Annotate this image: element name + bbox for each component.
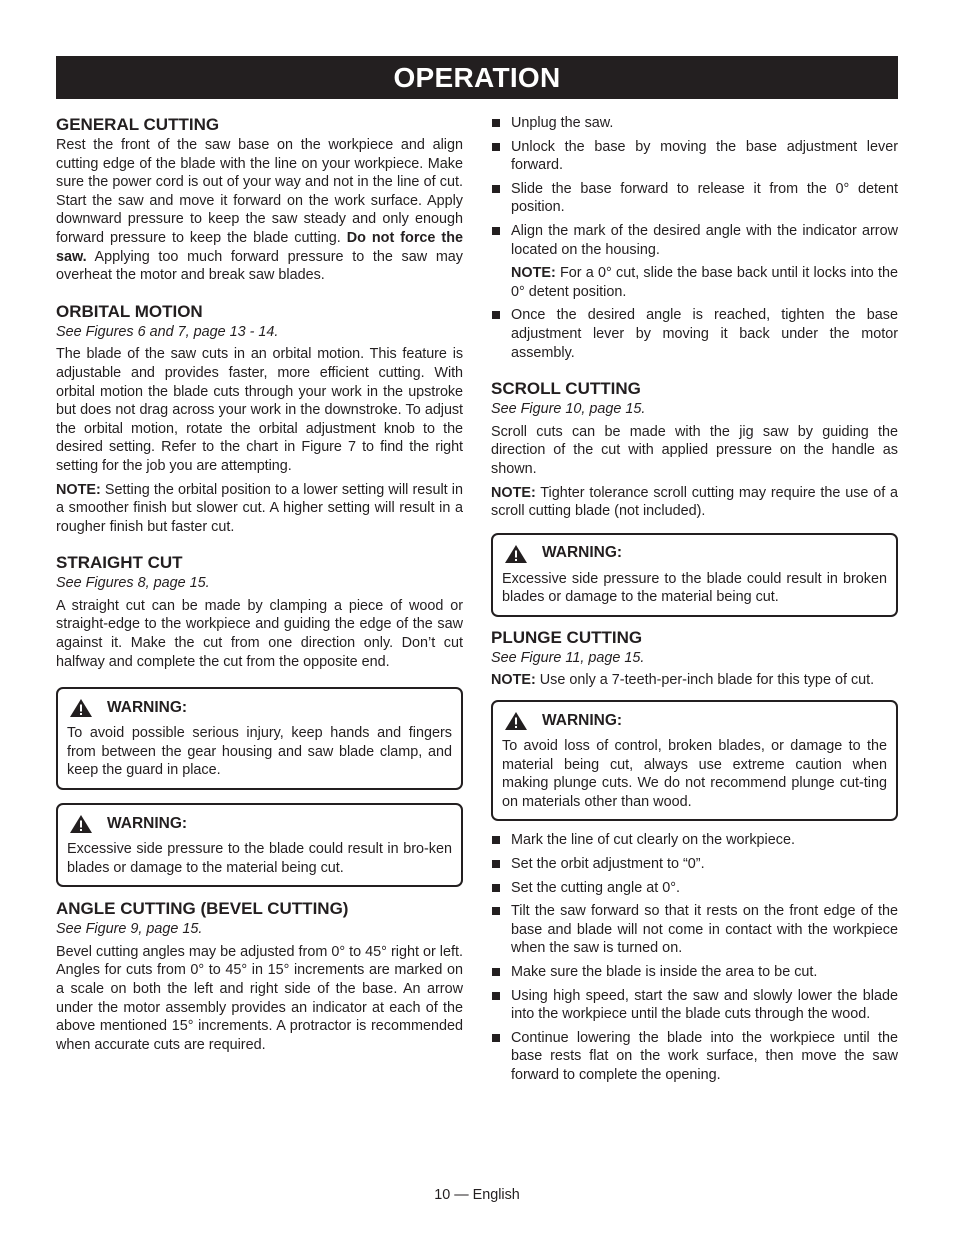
warning-text: Excessive side pressure to the blade could result in bro-ken blades or damage to the material being cut. [67,841,452,876]
scroll-cutting-ref: See Figure 10, page 15. [491,401,646,418]
warning-box-side-pressure [56,803,463,887]
straight-cut-body: A straight cut can be made by clamping a piece of wood or straight-edge to the workpiece and guiding the edge of the saw against it. Make the cut from one direction only. Don’t cut halfway and complete the cut from the opposite end. [56,597,463,670]
general-cutting-section [56,114,463,285]
detent-note: NOTE: For a 0° cut, slide the base back until it locks into the 0° detent position. [511,265,898,300]
list-item: Continue lowering the blade into the workpiece until the base rests flat on the work surface, then move the saw forward to complete the opening. [491,1029,898,1085]
scroll-cutting-section [491,378,898,521]
page-title: OPERATION [56,56,898,99]
orbital-motion-ref: See Figures 6 and 7, page 13 - 14. [56,323,279,340]
angle-cutting-section [56,898,463,1054]
bullet-square-icon [492,907,500,915]
warning-label: WARNING: [542,711,623,729]
warning-label: WARNING: [107,814,188,832]
straight-cut-ref: See Figures 8, page 15. [56,575,210,592]
angle-cutting-heading: ANGLE CUTTING (BEVEL CUTTING) [56,899,349,919]
left-column [56,114,463,1070]
warning-header [69,698,452,718]
warning-box-plunge [491,700,898,821]
plunge-cutting-heading: PLUNGE CUTTING [491,627,643,647]
angle-cutting-ref: See Figure 9, page 15. [56,921,203,938]
warning-label: WARNING: [542,544,623,562]
list-item: Set the orbit adjustment to “0”. [491,855,898,874]
bullet-square-icon [492,836,500,844]
warning-triangle-icon [69,698,93,718]
orbital-motion-heading: ORBITAL MOTION [56,301,203,321]
warning-header [504,711,887,731]
plunge-cutting-section [491,627,898,690]
list-item: Once the desired angle is reached, tighten the base adjustment lever by moving it back under the motor assembly. [491,306,898,362]
list-item: Slide the base forward to release it from the 0° detent position. [491,180,898,217]
warning-box-side-pressure-right [491,533,898,617]
warning-triangle-icon [504,544,528,564]
warning-label: WARNING: [107,698,188,716]
page-footer: 10 — English [434,1187,520,1203]
list-item: Tilt the saw forward so that it rests on the front edge of the base and blade will not come in contact with the workpiece when the saw is turned on. [491,902,898,958]
bullet-square-icon [492,884,500,892]
bullet-square-icon [492,185,500,193]
plunge-cutting-ref: See Figure 11, page 15. [491,649,645,666]
bullet-square-icon [492,311,500,319]
angle-cutting-body: Bevel cutting angles may be adjusted from 0° to 45° right or left. Angles for cuts from 0° to 45° in 15° increments are marked on a scale on both the left and right side of the base. An arrow under the motor assembly provides an indicator at each of the above mentioned 15° increments. A protractor is recommended when accurate cuts are required. [56,943,463,1053]
warning-header [69,814,452,834]
scroll-cutting-heading: SCROLL CUTTING [491,379,641,399]
warning-text: To avoid loss of control, broken blades, or damage to the material being cut, always use extreme caution when making plunge cuts. We do not recommend plunge cut-ting on materials other than wood. [502,738,887,810]
list-item: Set the cutting angle at 0°. [491,879,898,898]
general-cutting-heading: GENERAL CUTTING [56,115,220,134]
orbital-motion-section [56,301,463,537]
warning-box-injury [56,687,463,790]
orbital-motion-body: The blade of the saw cuts in an orbital motion. This feature is adjustable and provides faster, more efficient cutting. With orbital motion the blade cuts through your work in the upstroke but does not drag across your work in the downstroke. To adjust the orbital motion, rotate the orbital adjustment knob to the desired setting. Refer to the chart in Figure 7 to find the right setting for the job you are attempting. [56,346,463,474]
list-item: Mark the line of cut clearly on the workpiece. [491,831,898,850]
bullet-square-icon [492,227,500,235]
bullet-square-icon [492,992,500,1000]
warning-header [504,544,887,564]
warning-text: Excessive side pressure to the blade could result in broken blades or damage to the material being cut. [502,570,887,606]
plunge-steps-list [491,831,898,1084]
list-item: Using high speed, start the saw and slowly lower the blade into the workpiece until the blade cuts through the wood. [491,987,898,1024]
orbital-motion-note: NOTE: Setting the orbital position to a lower setting will result in a smoother finish but slower cut. A higher setting will result in a rougher finish but faster cut. [56,481,463,535]
bullet-square-icon [492,860,500,868]
bullet-square-icon [492,143,500,151]
list-item: Make sure the blade is inside the area to be cut. [491,963,898,982]
right-column [491,114,898,1090]
bullet-square-icon [492,1034,500,1042]
straight-cut-section [56,552,463,671]
general-cutting-bold: Do not force the saw. [56,229,464,265]
list-item: Unlock the base by moving the base adjustment lever forward. [491,138,898,175]
warning-triangle-icon [69,814,93,834]
warning-text: To avoid possible serious injury, keep hands and fingers from between the gear housing and saw blade clamp, and keep the guard in place. [67,725,452,779]
plunge-cutting-note: NOTE: Use only a 7-teeth-per-inch blade for this type of cut. [491,672,875,689]
bevel-final-step-list [491,306,898,362]
warning-triangle-icon [504,711,528,731]
list-item: Unplug the saw. [491,114,898,133]
bullet-square-icon [492,968,500,976]
bevel-steps-list [491,114,898,259]
general-cutting-body: Rest the front of the saw base on the workpiece and align cutting edge of the blade with the line on your workpiece. Make sure the power cord is out of your way and not in the line of cut. Start the saw and move it forward on the work surface. Apply downward pressure to keep the saw steady and only enough forward pressure to keep the blade cutting. Do not force the saw. Applying too much forward pressure to the saw may overheat the motor and break saw blades. [56,137,464,284]
scroll-cutting-note: NOTE: Tighter tolerance scroll cutting may require the use of a scroll cutting blade (not included). [491,484,898,520]
straight-cut-heading: STRAIGHT CUT [56,553,183,573]
bullet-square-icon [492,119,500,127]
scroll-cutting-body: Scroll cuts can be made with the jig saw by guiding the direction of the cut with applied pressure on the handle as shown. [491,423,898,477]
list-item: Align the mark of the desired angle with the indicator arrow located on the housing. [491,222,898,259]
